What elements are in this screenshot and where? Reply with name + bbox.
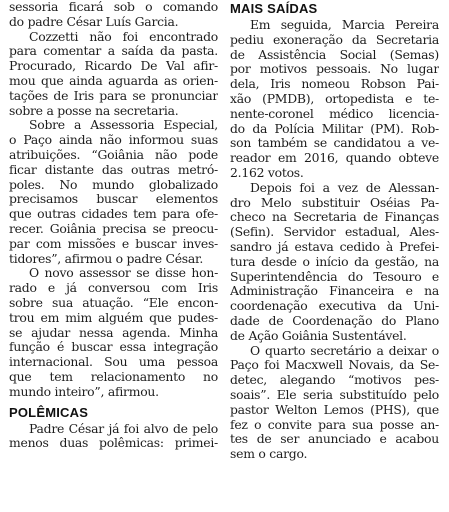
text-line: Superintendência do Tesouro e xyxy=(230,269,439,284)
text-line: ficar distante das outras metró- xyxy=(9,162,218,177)
text-line: atribuições. “Goiânia não pode xyxy=(9,147,218,162)
article-paragraph xyxy=(9,266,218,399)
text-line: sobre sua atuação. “Ele encon- xyxy=(9,295,218,310)
text-line: Procurado, Ricardo De Val afir- xyxy=(9,59,218,74)
text-line: nente-coronel médico licencia- xyxy=(230,106,439,121)
text-line: mundo inteiro”, afirmou. xyxy=(9,384,159,399)
text-line: o Paço ainda não informou suas xyxy=(9,133,218,148)
text-line: sandro já estava cedido à Prefei- xyxy=(230,239,439,254)
text-line: de Assistência Social (Semas) xyxy=(230,47,439,62)
section-heading: MAIS SAÍDAS xyxy=(230,1,318,16)
text-line: dade de Coordenação do Plano xyxy=(230,313,439,328)
text-line: mou que ainda aguarda as orien- xyxy=(9,73,218,88)
text-line: trou em mim alguém que pudes- xyxy=(9,310,218,325)
section-heading: POLÊMICAS xyxy=(9,404,89,420)
text-line: Sobre a Assessoria Especial, xyxy=(29,118,218,133)
text-line: par com missões e buscar inves- xyxy=(9,236,218,251)
article-paragraph xyxy=(230,18,439,181)
text-line: Paço foi Macxwell Novais, da Se- xyxy=(230,358,439,373)
article-column-right xyxy=(230,0,439,462)
article-column-left xyxy=(9,0,218,451)
article-paragraph xyxy=(230,181,439,344)
text-line: tações de Iris para se pronunciar xyxy=(9,88,218,103)
article-paragraph xyxy=(9,30,218,119)
text-line: checo na Secretaria de Finanças xyxy=(230,210,439,225)
text-line: sem o cargo. xyxy=(230,447,308,462)
text-line: recer. Goiânia precisa se preocu- xyxy=(9,221,218,236)
text-line: Administração Financeira e na xyxy=(230,284,439,299)
text-line: que tem relacionamento no xyxy=(9,369,218,384)
text-line: dro Melo substituir Oséias Pa- xyxy=(230,195,439,210)
text-line: O novo assessor se disse hon- xyxy=(29,266,218,281)
text-line: rado e já conversou com Iris xyxy=(9,281,218,296)
text-line: xão (PMDB), ortopedista e te- xyxy=(230,91,439,106)
text-line: precisamos buscar elementos xyxy=(9,192,218,207)
text-line: reador em 2016, quando obteve xyxy=(230,151,439,166)
text-line: se ajudar nessa agenda. Minha xyxy=(9,325,218,340)
text-line: detec, alegando “motivos pes- xyxy=(230,373,439,388)
article-paragraph xyxy=(230,344,439,462)
text-line: Cozzetti não foi encontrado xyxy=(29,29,218,44)
text-line: Em seguida, Marcia Pereira xyxy=(250,18,439,32)
text-line: por motivos pessoais. No lugar xyxy=(230,62,439,77)
text-line: tura desde o início da gestão, na xyxy=(230,254,439,269)
text-line: sessoria ficará sob o comando xyxy=(9,0,218,14)
text-line: tes de ser anunciado e acabou xyxy=(230,432,439,447)
text-line: pediu exoneração da Secretaria xyxy=(230,32,439,47)
text-line: do da Polícia Militar (PM). Rob- xyxy=(230,121,439,136)
text-line: para comentar a saída da pasta. xyxy=(9,44,218,59)
text-line: de Ação Goiânia Sustentável. xyxy=(230,328,407,343)
text-line: soais”. Ele seria substituído pelo xyxy=(230,387,439,402)
text-line: Padre César já foi alvo de pelo xyxy=(29,421,218,436)
text-line: poles. No mundo globalizado xyxy=(9,177,218,192)
text-line: Depois foi a vez de Alessan- xyxy=(250,180,439,195)
text-line: internacional. Sou uma pessoa xyxy=(9,355,218,370)
text-line: fez o convite para sua posse an- xyxy=(230,417,439,432)
text-line: coordenação executiva da Uni- xyxy=(230,299,439,314)
text-line: pastor Welton Lemos (PHS), que xyxy=(230,402,439,417)
text-line: do padre César Luís Garcia. xyxy=(9,14,179,29)
article-paragraph xyxy=(9,0,218,30)
text-line: dela, Iris nomeou Robson Pai- xyxy=(230,77,439,92)
text-line: tidores”, afirmou o padre César. xyxy=(9,251,204,266)
text-line: (Sefin). Servidor estadual, Ales- xyxy=(230,225,439,240)
text-line: O quarto secretário a deixar o xyxy=(250,343,439,358)
text-line: 2.162 votos. xyxy=(230,165,304,180)
article-paragraph xyxy=(9,118,218,266)
text-line: son também se candidatou a ve- xyxy=(230,136,439,151)
text-line: que outras cidades tem para ofe- xyxy=(9,207,218,222)
article-paragraph xyxy=(9,422,218,452)
text-line: função é buscar essa integração xyxy=(9,340,218,355)
text-line: menos duas polêmicas: primei- xyxy=(9,436,218,451)
text-line: sobre a posse na secretaria. xyxy=(9,103,179,118)
